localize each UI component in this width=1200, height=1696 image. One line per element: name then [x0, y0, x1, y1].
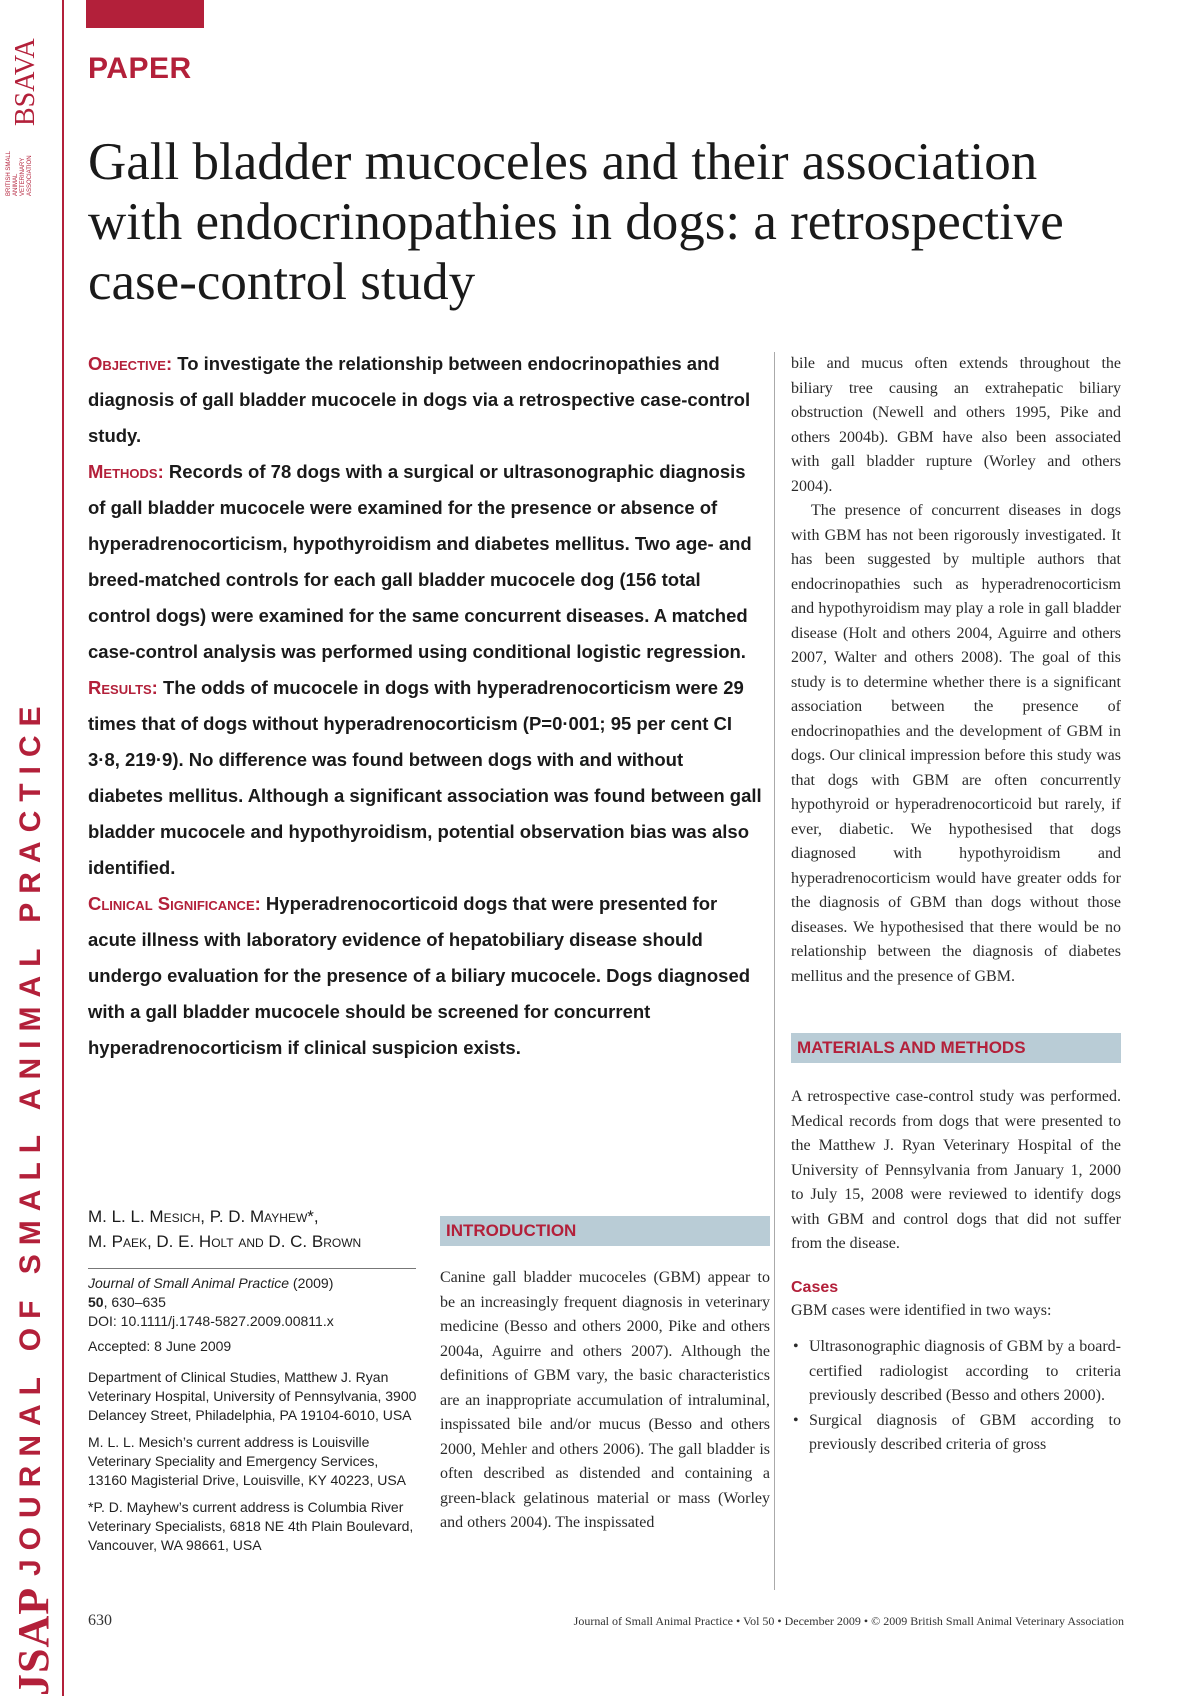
accepted-date: Accepted: 8 June 2009 — [88, 1338, 232, 1354]
journal-spine — [4, 0, 58, 1696]
abstract-label: Methods: — [88, 461, 164, 482]
running-footer: Journal of Small Animal Practice • Vol 50 • December 2009 • © 2009 British Small Animal Veterinary Association — [573, 1614, 1124, 1628]
article-meta — [88, 1274, 418, 1563]
list-item: • Surgical diagnosis of GBM according to previously described criteria of gross — [809, 1409, 1121, 1458]
column-introduction — [440, 1216, 770, 1536]
affiliation-3: *P. D. Mayhew’s current address is Columbia River Veterinary Specialists, 6818 NE 4th Plain Boulevard, Vancouver, WA 98661, USA — [88, 1499, 414, 1553]
abstract — [88, 346, 763, 1066]
column-divider — [774, 352, 775, 1590]
citation-year: (2009) — [289, 1275, 334, 1291]
paragraph: GBM cases were identified in two ways: — [791, 1301, 1052, 1319]
doi[interactable]: DOI: 10.1111/j.1748-5827.2009.00811.x — [88, 1313, 334, 1329]
affiliation-2: M. L. L. Mesich’s current address is Louisville Veterinary Speciality and Emergency Services, 13160 Magisterial Drive, Louisville, KY 40223, USA — [88, 1434, 407, 1488]
abstract-label: Clinical Significance: — [88, 893, 261, 914]
abstract-text: To investigate the relationship between endocrinopathies and diagnosis of gall bladder mucocele in dogs via a retrospective case-control study. — [88, 353, 751, 446]
journal-abbrev: JSAP — [9, 1586, 58, 1696]
citation-volume: 50 — [88, 1294, 104, 1310]
abstract-results — [88, 670, 763, 886]
journal-citation: Journal of Small Animal Practice — [88, 1275, 290, 1291]
abstract-label: Results: — [88, 677, 158, 698]
column-right — [791, 352, 1121, 1458]
author-list — [88, 1204, 418, 1254]
criteria-list — [791, 1335, 1121, 1458]
authors-line-1: M. L. L. Mesich, P. D. Mayhew*, — [88, 1207, 319, 1226]
publisher-subtitle: BRITISH SMALL ANIMAL VETERINARY ASSOCIATION — [6, 151, 33, 196]
section-heading-introduction: INTRODUCTION — [440, 1216, 770, 1246]
abstract-objective — [88, 346, 763, 454]
list-item: • Ultrasonographic diagnosis of GBM by a board-certified radiologist according to criteria previously described (Besso and others 2000). — [809, 1335, 1121, 1409]
publisher-logo: BSAVA — [10, 38, 41, 126]
author-divider — [88, 1268, 416, 1269]
abstract-clinical-significance — [88, 886, 763, 1066]
abstract-text: The odds of mucocele in dogs with hyperadrenocorticism were 29 times that of dogs without hyperadrenocorticism (P=0·001; 95 per cent CI 3·8, 219·9). No difference was found between dogs with and without diabetes mellitus. Although a significant association was found between gall bladder mucocele and hypothyroidism, potential observation bias was also identified. — [88, 677, 762, 878]
citation-pages: , 630–635 — [103, 1294, 166, 1310]
abstract-methods — [88, 454, 763, 670]
authors-line-2: M. Paek, D. E. Holt and D. C. Brown — [88, 1232, 362, 1251]
abstract-text: Records of 78 dogs with a surgical or ultrasonographic diagnosis of gall bladder mucocele were examined for the presence or absence of hyperadrenocorticism, hypothyroidism and diabetes mellitus. Two age- and breed-matched controls for each gall bladder mucocele dog (156 total control dogs) were examined for the same concurrent diseases. A matched case-control analysis was performed using conditional logistic regression. — [88, 461, 752, 662]
journal-name: JOURNAL OF SMALL ANIMAL PRACTICE — [14, 697, 47, 1576]
section-heading-methods: MATERIALS AND METHODS — [791, 1033, 1121, 1063]
article-type: PAPER — [88, 52, 192, 85]
paragraph: The presence of concurrent diseases in dogs with GBM has not been rigorously investigated. It has been suggested by multiple authors that endocrinopathies such as hyperadrenocorticism and hypothyroidism may play a role in gall bladder disease (Holt and others 2004, Aguirre and others 2007, Walter and others 2008). The goal of this study is to determine whether there is a significant association between the presence of endocrinopathies and the development of GBM in dogs. Our clinical impression before this study was that dogs with GBM are often concurrently hypothyroid or hyperadrenocorticoid but rarely, if ever, diabetic. We hypothesised that dogs diagnosed with hypothyroidism and hyperadrenocorticism would have greater odds for the diagnosis of GBM than dogs without those diseases. We hypothesised that there would be no relationship between the diagnosis of diabetes mellitus and the presence of GBM. — [791, 502, 1121, 985]
top-color-block — [86, 0, 204, 28]
affiliation-1: Department of Clinical Studies, Matthew J. Ryan Veterinary Hospital, University of Pennsylvania, 3900 Delancey Street, Philadelphia, PA 19104-6010, USA — [88, 1369, 417, 1423]
subsection-heading-cases: Cases — [791, 1278, 839, 1296]
abstract-text: Hyperadrenocorticoid dogs that were presented for acute illness with laboratory evidence of hepatobiliary disease should undergo evaluation for the presence of a biliary mucocele. Dogs diagnosed with a gall bladder mucocele should be screened for concurrent hyperadrenocorticism if clinical suspicion exists. — [88, 893, 751, 1058]
spine-rule — [62, 0, 64, 1696]
article-title: Gall bladder mucoceles and their association with endocrinopathies in dogs: a retrospective case-control study — [88, 133, 1064, 311]
abstract-label: Objective: — [88, 353, 173, 374]
paragraph: A retrospective case-control study was performed. Medical records from dogs that were presented to the Matthew J. Ryan Veterinary Hospital of the University of Pennsylvania from January 1, 2000 to July 15, 2008 were reviewed to identify dogs with GBM and control dogs that did not suffer from the disease. — [791, 1088, 1121, 1252]
introduction-paragraph: Canine gall bladder mucoceles (GBM) appear to be an increasingly frequent diagnosis in veterinary medicine (Besso and others 2000, Pike and others 2004a, Aguirre and others 2007). Although the definitions of GBM vary, the basic characteristics are an inappropriate accumulation of intraluminal, inspissated bile and/or mucus (Besso and others 2000, Mehler and others 2006). The gall bladder is often described as distended and containing a green-black gelatinous material or mass (Worley and others 2004). The inspissated — [440, 1269, 770, 1531]
paragraph: bile and mucus often extends throughout the biliary tree causing an extrahepatic biliary obstruction (Newell and others 1995, Pike and others 2004b). GBM have also been associated with gall bladder rupture (Worley and others 2004). — [791, 355, 1121, 495]
page-number: 630 — [88, 1612, 112, 1629]
